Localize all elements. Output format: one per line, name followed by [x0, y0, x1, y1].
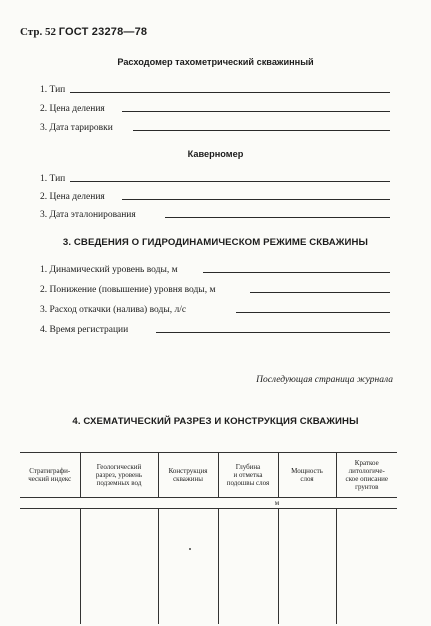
flowmeter-type-label: 1. Тип	[40, 85, 66, 95]
col-geological-section: Геологический разрез, уровень подземных вод	[80, 453, 158, 498]
data-cell[interactable]	[218, 509, 278, 625]
flowmeter-type-field[interactable]	[70, 92, 390, 93]
caliper-type-field[interactable]	[70, 181, 390, 182]
section4-title: 4. СХЕМАТИЧЕСКИЙ РАЗРЕЗ И КОНСТРУКЦИЯ СКВАЖИНЫ	[72, 416, 359, 427]
well-section-table	[20, 452, 397, 624]
section3-title: 3. СВЕДЕНИЯ О ГИДРОДИНАМИЧЕСКОМ РЕЖИМЕ СКВАЖИНЫ	[62, 237, 369, 248]
page-header	[20, 26, 147, 38]
flow-rate-field[interactable]	[236, 312, 390, 313]
col-depth-elevation: Глубина и отметка подошвы слоя	[218, 453, 278, 498]
unit-cell	[158, 498, 218, 509]
col-lithology: Краткое литологиче- ское описание грунтов	[336, 453, 397, 498]
caliper-division-field[interactable]	[122, 199, 390, 200]
next-page-note: Последующая страница журнала	[256, 375, 393, 385]
dynamic-level-label: 1. Динамический уровень воды, м	[40, 265, 178, 275]
caliper-title: Каверномер	[187, 149, 244, 159]
level-change-field[interactable]	[250, 292, 390, 293]
col-layer-thickness: Мощность слоя	[278, 453, 336, 498]
data-cell[interactable]	[158, 509, 218, 625]
standard-number: ГОСТ 23278—78	[58, 26, 148, 38]
registration-time-field[interactable]	[156, 332, 390, 333]
data-cell[interactable]	[20, 509, 80, 625]
caliper-date-field[interactable]	[165, 217, 390, 218]
flowmeter-date-field[interactable]	[133, 130, 390, 131]
unit-cell	[336, 498, 397, 509]
unit-cell	[20, 498, 80, 509]
caliper-date-label: 3. Дата эталонирования	[40, 210, 136, 220]
caliper-division-label: 2. Цена деления	[40, 192, 105, 202]
flow-rate-label: 3. Расход откачки (налива) воды, л/с	[40, 305, 187, 315]
unit-label: м	[218, 498, 336, 509]
unit-cell	[80, 498, 158, 509]
col-well-construction: Конструкция скважины	[158, 453, 218, 498]
flowmeter-division-label: 2. Цена деления	[40, 104, 105, 114]
col-stratigraphic-index: Стратиграфи- ческий индекс	[20, 453, 80, 498]
data-cell[interactable]	[336, 509, 397, 625]
print-speck	[189, 548, 191, 550]
flowmeter-division-field[interactable]	[122, 111, 390, 112]
flowmeter-date-label: 3. Дата тарировки	[40, 123, 113, 133]
data-cell[interactable]	[278, 509, 336, 625]
caliper-type-label: 1. Тип	[40, 174, 66, 184]
level-change-label: 2. Понижение (повышение) уровня воды, м	[40, 285, 216, 295]
page-number: Стр. 52	[20, 26, 56, 38]
flowmeter-title: Расходомер тахометрический скважинный	[117, 57, 314, 67]
data-cell[interactable]	[80, 509, 158, 625]
dynamic-level-field[interactable]	[203, 272, 390, 273]
registration-time-label: 4. Время регистрации	[40, 325, 129, 335]
